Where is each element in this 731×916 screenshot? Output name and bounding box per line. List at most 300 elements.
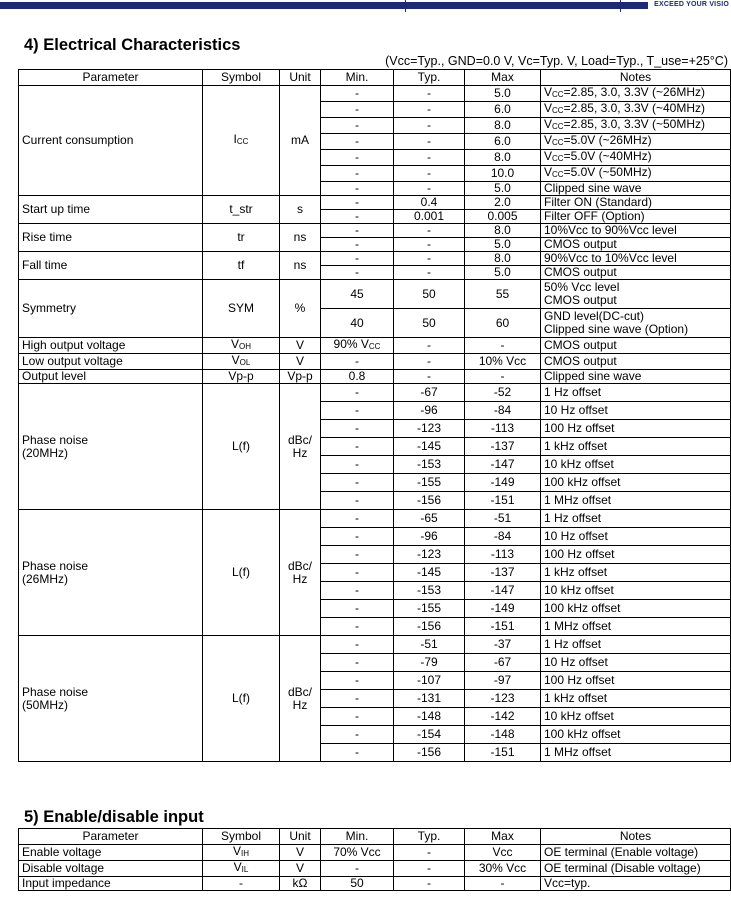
symbol-text: V bbox=[233, 860, 242, 874]
max-cell: 30% Vcc bbox=[465, 861, 541, 877]
table-row bbox=[19, 845, 731, 861]
note-cell: 1 kHz offset bbox=[541, 690, 731, 708]
phase-noise-26mhz-group bbox=[19, 510, 731, 636]
min-cell: - bbox=[321, 166, 394, 182]
max-cell: 5.0 bbox=[465, 182, 541, 196]
table-row bbox=[19, 196, 731, 210]
param-cell: Input impedance bbox=[19, 877, 203, 891]
max-cell: 5.0 bbox=[465, 238, 541, 252]
typ-cell: - bbox=[394, 845, 465, 861]
note-cell bbox=[541, 150, 731, 166]
header-divider bbox=[620, 0, 621, 12]
typ-cell: - bbox=[394, 238, 465, 252]
col-header: Typ. bbox=[394, 829, 465, 845]
note-cell bbox=[541, 134, 731, 150]
unit-cell: Vp-p bbox=[280, 370, 321, 384]
typ-cell: -123 bbox=[394, 420, 465, 438]
note-cell: 10 Hz offset bbox=[541, 654, 731, 672]
unit-cell: V bbox=[280, 845, 321, 861]
symmetry-group bbox=[19, 280, 731, 338]
phase-noise-20mhz-group bbox=[19, 384, 731, 510]
col-header: Parameter bbox=[19, 70, 203, 86]
min-cell: - bbox=[321, 744, 394, 762]
min-cell: - bbox=[321, 636, 394, 654]
symbol-cell bbox=[203, 86, 280, 196]
note-cell: Clipped sine wave bbox=[541, 370, 731, 384]
typ-cell: - bbox=[394, 354, 465, 370]
note-cell: 10 Hz offset bbox=[541, 528, 731, 546]
max-cell: -147 bbox=[465, 456, 541, 474]
unit-cell: ns bbox=[280, 252, 321, 280]
min-cell: - bbox=[321, 252, 394, 266]
symbol-text: V bbox=[231, 353, 240, 367]
max-cell: 6.0 bbox=[465, 134, 541, 150]
current-consumption-group bbox=[19, 86, 731, 196]
note-cell: 1 kHz offset bbox=[541, 564, 731, 582]
param-line: Phase noise bbox=[22, 558, 89, 573]
table-row bbox=[19, 252, 731, 266]
typ-cell: -96 bbox=[394, 402, 465, 420]
unit-cell: % bbox=[280, 280, 321, 338]
symbol-cell bbox=[203, 845, 280, 861]
typ-cell: -155 bbox=[394, 474, 465, 492]
note-cell: CMOS output bbox=[541, 238, 731, 252]
min-cell: - bbox=[321, 86, 394, 102]
note-subscript: CC bbox=[552, 138, 564, 147]
table-row bbox=[19, 86, 731, 102]
table-row bbox=[19, 354, 731, 370]
min-cell: - bbox=[321, 102, 394, 118]
min-cell: - bbox=[321, 134, 394, 150]
typ-cell: - bbox=[394, 370, 465, 384]
max-cell: 0.005 bbox=[465, 210, 541, 224]
note-cell: 10 Hz offset bbox=[541, 402, 731, 420]
table-row bbox=[19, 224, 731, 238]
max-cell: 5.0 bbox=[465, 266, 541, 280]
col-header: Symbol bbox=[203, 829, 280, 845]
min-subscript: CC bbox=[368, 342, 381, 351]
symbol-cell: Vp-p bbox=[203, 370, 280, 384]
rise-time-group bbox=[19, 224, 731, 252]
note-cell: CMOS output bbox=[541, 338, 731, 354]
max-cell: 8.0 bbox=[465, 150, 541, 166]
symbol-cell bbox=[203, 861, 280, 877]
min-cell: - bbox=[321, 266, 394, 280]
note-cell: 10 kHz offset bbox=[541, 456, 731, 474]
param-line: (50MHz) bbox=[22, 697, 69, 712]
max-cell: -67 bbox=[465, 654, 541, 672]
typ-cell: - bbox=[394, 102, 465, 118]
note-cell: 10 kHz offset bbox=[541, 708, 731, 726]
typ-cell: -145 bbox=[394, 564, 465, 582]
min-cell: - bbox=[321, 456, 394, 474]
typ-cell: -65 bbox=[394, 510, 465, 528]
test-conditions: (Vcc=Typ., GND=0.0 V, Vc=Typ. V, Load=Typ., T_use=+25°C) bbox=[385, 54, 728, 68]
max-cell: -97 bbox=[465, 672, 541, 690]
table-row bbox=[19, 384, 731, 402]
symbol-text: V bbox=[232, 844, 241, 858]
section-title-electrical: 4) Electrical Characteristics bbox=[24, 36, 241, 54]
typ-cell: - bbox=[394, 252, 465, 266]
max-cell: -113 bbox=[465, 420, 541, 438]
min-cell: - bbox=[321, 420, 394, 438]
unit-cell: V bbox=[280, 354, 321, 370]
unit-line: dBc/ bbox=[287, 684, 312, 699]
max-cell: -123 bbox=[465, 690, 541, 708]
table-header-row bbox=[19, 829, 731, 845]
typ-cell: -156 bbox=[394, 744, 465, 762]
col-header: Unit bbox=[280, 829, 321, 845]
max-cell: 5.0 bbox=[465, 86, 541, 102]
unit-cell: kΩ bbox=[280, 877, 321, 891]
unit-line: Hz bbox=[292, 697, 308, 712]
typ-cell: - bbox=[394, 166, 465, 182]
note-text: =5.0V (~40MHz) bbox=[563, 149, 652, 163]
note-text: V bbox=[544, 149, 553, 163]
typ-cell: - bbox=[394, 861, 465, 877]
min-cell: - bbox=[321, 196, 394, 210]
header-divider bbox=[405, 0, 406, 12]
min-cell: - bbox=[321, 861, 394, 877]
max-cell: -52 bbox=[465, 384, 541, 402]
table-row bbox=[19, 338, 731, 354]
note-cell: OE terminal (Enable voltage) bbox=[541, 845, 731, 861]
min-cell: - bbox=[321, 438, 394, 456]
phase-noise-50mhz-group bbox=[19, 636, 731, 762]
max-cell: 2.0 bbox=[465, 196, 541, 210]
note-cell: 90%Vcc to 10%Vcc level bbox=[541, 252, 731, 266]
unit-cell: V bbox=[280, 338, 321, 354]
typ-cell: -155 bbox=[394, 600, 465, 618]
typ-cell: -156 bbox=[394, 492, 465, 510]
note-text: =5.0V (~50MHz) bbox=[563, 165, 652, 179]
symbol-text: V bbox=[230, 337, 239, 351]
max-cell: 8.0 bbox=[465, 118, 541, 134]
max-cell: -149 bbox=[465, 474, 541, 492]
param-cell bbox=[19, 636, 203, 762]
typ-cell: - bbox=[394, 182, 465, 196]
note-text: V bbox=[544, 101, 553, 115]
symbol-cell bbox=[203, 877, 280, 891]
symbol-cell: tf bbox=[203, 252, 280, 280]
max-cell: -37 bbox=[465, 636, 541, 654]
unit-line: dBc/ bbox=[287, 432, 312, 447]
symbol-subscript: CC bbox=[236, 137, 249, 146]
max-cell: 6.0 bbox=[465, 102, 541, 118]
output-voltage-group bbox=[19, 338, 731, 384]
max-cell: 8.0 bbox=[465, 224, 541, 238]
col-header: Min. bbox=[321, 70, 394, 86]
max-cell: -147 bbox=[465, 582, 541, 600]
max-cell: - bbox=[465, 877, 541, 891]
min-cell: - bbox=[321, 402, 394, 420]
note-cell: OE terminal (Disable voltage) bbox=[541, 861, 731, 877]
max-cell: -148 bbox=[465, 726, 541, 744]
symbol-subscript: IL bbox=[241, 865, 249, 874]
col-header: Max bbox=[465, 70, 541, 86]
typ-cell: -153 bbox=[394, 456, 465, 474]
typ-cell: - bbox=[394, 224, 465, 238]
min-cell: 45 bbox=[321, 280, 394, 309]
min-cell: - bbox=[321, 708, 394, 726]
typ-cell: 50 bbox=[394, 309, 465, 338]
note-subscript: CC bbox=[552, 106, 564, 115]
unit-cell bbox=[280, 384, 321, 510]
param-cell: Rise time bbox=[19, 224, 203, 252]
symbol-cell: t_str bbox=[203, 196, 280, 224]
note-cell bbox=[541, 86, 731, 102]
typ-cell: - bbox=[394, 877, 465, 891]
symbol-cell: L(f) bbox=[203, 510, 280, 636]
param-line: (20MHz) bbox=[22, 445, 69, 460]
min-cell: - bbox=[321, 690, 394, 708]
max-cell: 60 bbox=[465, 309, 541, 338]
max-cell: -113 bbox=[465, 546, 541, 564]
param-cell: High output voltage bbox=[19, 338, 203, 354]
note-cell bbox=[541, 102, 731, 118]
note-line: GND level(DC-cut) bbox=[544, 309, 645, 323]
min-cell: - bbox=[321, 354, 394, 370]
note-cell bbox=[541, 166, 731, 182]
min-cell: - bbox=[321, 150, 394, 166]
min-cell: 50 bbox=[321, 877, 394, 891]
unit-cell: s bbox=[280, 196, 321, 224]
enable-disable-rows bbox=[19, 845, 731, 891]
note-cell: 100 Hz offset bbox=[541, 546, 731, 564]
note-subscript: CC bbox=[552, 154, 564, 163]
max-cell: -142 bbox=[465, 708, 541, 726]
note-cell bbox=[541, 280, 731, 309]
max-cell: -137 bbox=[465, 438, 541, 456]
symbol-cell: SYM bbox=[203, 280, 280, 338]
min-cell: - bbox=[321, 528, 394, 546]
typ-cell: -67 bbox=[394, 384, 465, 402]
min-cell: - bbox=[321, 210, 394, 224]
unit-line: dBc/ bbox=[287, 558, 312, 573]
param-cell: Current consumption bbox=[19, 86, 203, 196]
note-cell: 1 Hz offset bbox=[541, 636, 731, 654]
max-cell: 55 bbox=[465, 280, 541, 309]
param-line: (26MHz) bbox=[22, 571, 69, 586]
note-cell: 100 kHz offset bbox=[541, 474, 731, 492]
table-row bbox=[19, 510, 731, 528]
note-cell: Filter OFF (Option) bbox=[541, 210, 731, 224]
min-cell bbox=[321, 338, 394, 354]
min-cell: - bbox=[321, 492, 394, 510]
typ-cell: - bbox=[394, 266, 465, 280]
max-cell: 10% Vcc bbox=[465, 354, 541, 370]
col-header: Min. bbox=[321, 829, 394, 845]
note-subscript: CC bbox=[552, 90, 564, 99]
min-cell: - bbox=[321, 600, 394, 618]
typ-cell: -51 bbox=[394, 636, 465, 654]
note-cell: 10%Vcc to 90%Vcc level bbox=[541, 224, 731, 238]
col-header: Symbol bbox=[203, 70, 280, 86]
max-cell: Vcc bbox=[465, 845, 541, 861]
param-cell: Output level bbox=[19, 370, 203, 384]
min-cell: - bbox=[321, 564, 394, 582]
symbol-cell: tr bbox=[203, 224, 280, 252]
param-cell: Disable voltage bbox=[19, 861, 203, 877]
param-cell: Fall time bbox=[19, 252, 203, 280]
header-band bbox=[0, 2, 731, 9]
typ-cell: - bbox=[394, 150, 465, 166]
typ-cell: -131 bbox=[394, 690, 465, 708]
symbol-cell bbox=[203, 338, 280, 354]
symbol-cell bbox=[203, 354, 280, 370]
min-cell: - bbox=[321, 582, 394, 600]
max-cell: -151 bbox=[465, 744, 541, 762]
typ-cell: -153 bbox=[394, 582, 465, 600]
min-cell: - bbox=[321, 474, 394, 492]
note-text: =2.85, 3.0, 3.3V (~26MHz) bbox=[563, 85, 705, 99]
param-cell: Symmetry bbox=[19, 280, 203, 338]
min-cell: - bbox=[321, 182, 394, 196]
note-cell: 1 MHz offset bbox=[541, 744, 731, 762]
note-cell: CMOS output bbox=[541, 354, 731, 370]
table-row bbox=[19, 280, 731, 309]
section-title-enable-disable: 5) Enable/disable input bbox=[24, 808, 204, 826]
note-text: Clipped sine wave bbox=[544, 181, 642, 195]
min-cell: - bbox=[321, 672, 394, 690]
max-cell: -84 bbox=[465, 528, 541, 546]
param-line: Phase noise bbox=[22, 432, 89, 447]
unit-line: Hz bbox=[292, 571, 308, 586]
typ-cell: -154 bbox=[394, 726, 465, 744]
unit-cell: mA bbox=[280, 86, 321, 196]
note-cell bbox=[541, 118, 731, 134]
col-header: Max bbox=[465, 829, 541, 845]
typ-cell: - bbox=[394, 118, 465, 134]
typ-cell: -79 bbox=[394, 654, 465, 672]
col-header: Notes bbox=[541, 70, 731, 86]
typ-cell: 0.4 bbox=[394, 196, 465, 210]
typ-cell: -107 bbox=[394, 672, 465, 690]
min-cell: 70% Vcc bbox=[321, 845, 394, 861]
symbol-cell: L(f) bbox=[203, 384, 280, 510]
typ-cell: -148 bbox=[394, 708, 465, 726]
note-text: =2.85, 3.0, 3.3V (~50MHz) bbox=[563, 117, 705, 131]
note-text: V bbox=[544, 165, 553, 179]
param-cell: Low output voltage bbox=[19, 354, 203, 370]
param-cell bbox=[19, 510, 203, 636]
note-cell: 10 kHz offset bbox=[541, 582, 731, 600]
max-cell: - bbox=[465, 370, 541, 384]
min-cell: - bbox=[321, 238, 394, 252]
typ-cell: -156 bbox=[394, 618, 465, 636]
min-cell: - bbox=[321, 654, 394, 672]
param-line: Phase noise bbox=[22, 684, 89, 699]
typ-cell: - bbox=[394, 134, 465, 150]
note-text: V bbox=[544, 133, 553, 147]
unit-cell: ns bbox=[280, 224, 321, 252]
col-header: Unit bbox=[280, 70, 321, 86]
param-cell bbox=[19, 384, 203, 510]
fall-time-group bbox=[19, 252, 731, 280]
unit-cell bbox=[280, 510, 321, 636]
max-cell: -84 bbox=[465, 402, 541, 420]
max-cell: -151 bbox=[465, 618, 541, 636]
note-line: CMOS output bbox=[544, 293, 617, 307]
note-cell: Vcc=typ. bbox=[541, 877, 731, 891]
note-cell: 1 kHz offset bbox=[541, 438, 731, 456]
min-cell: - bbox=[321, 618, 394, 636]
symbol-cell: L(f) bbox=[203, 636, 280, 762]
max-cell: - bbox=[465, 338, 541, 354]
note-subscript: CC bbox=[552, 122, 564, 131]
note-cell: 1 Hz offset bbox=[541, 510, 731, 528]
min-cell: - bbox=[321, 224, 394, 238]
note-subscript: CC bbox=[552, 170, 564, 179]
note-cell: 1 MHz offset bbox=[541, 618, 731, 636]
min-cell: - bbox=[321, 118, 394, 134]
note-text: =5.0V (~26MHz) bbox=[563, 133, 652, 147]
unit-cell bbox=[280, 636, 321, 762]
symbol-text: I bbox=[233, 132, 237, 146]
note-cell: 100 Hz offset bbox=[541, 420, 731, 438]
table-row bbox=[19, 877, 731, 891]
unit-cell: V bbox=[280, 861, 321, 877]
max-cell: 10.0 bbox=[465, 166, 541, 182]
typ-cell: - bbox=[394, 338, 465, 354]
note-text: V bbox=[544, 117, 553, 131]
min-cell: 0.8 bbox=[321, 370, 394, 384]
typ-cell: -123 bbox=[394, 546, 465, 564]
param-cell: Enable voltage bbox=[19, 845, 203, 861]
min-cell: - bbox=[321, 726, 394, 744]
max-cell: -51 bbox=[465, 510, 541, 528]
max-cell: -137 bbox=[465, 564, 541, 582]
symbol-text: - bbox=[239, 876, 243, 890]
note-cell: 1 Hz offset bbox=[541, 384, 731, 402]
note-line: Clipped sine wave (Option) bbox=[544, 322, 689, 336]
note-line: 50% Vcc level bbox=[544, 280, 620, 294]
typ-cell: - bbox=[394, 86, 465, 102]
col-header: Notes bbox=[541, 829, 731, 845]
typ-cell: -96 bbox=[394, 528, 465, 546]
table-row bbox=[19, 370, 731, 384]
header-bar bbox=[0, 0, 731, 14]
header-tagline: EXCEED YOUR VISIO bbox=[648, 0, 731, 9]
max-cell: 8.0 bbox=[465, 252, 541, 266]
typ-cell: -145 bbox=[394, 438, 465, 456]
note-cell bbox=[541, 309, 731, 338]
symbol-subscript: IH bbox=[241, 849, 249, 858]
col-header: Typ. bbox=[394, 70, 465, 86]
note-cell: Filter ON (Standard) bbox=[541, 196, 731, 210]
min-cell: - bbox=[321, 510, 394, 528]
max-cell: -151 bbox=[465, 492, 541, 510]
note-cell: CMOS output bbox=[541, 266, 731, 280]
typ-cell: 0.001 bbox=[394, 210, 465, 224]
note-cell: 100 kHz offset bbox=[541, 600, 731, 618]
min-cell: - bbox=[321, 384, 394, 402]
col-header: Parameter bbox=[19, 829, 203, 845]
symbol-subscript: OH bbox=[239, 342, 251, 351]
min-text: 90% V bbox=[333, 337, 369, 351]
table-header-row bbox=[19, 70, 731, 86]
note-text: =2.85, 3.0, 3.3V (~40MHz) bbox=[563, 101, 705, 115]
unit-line: Hz bbox=[292, 445, 308, 460]
table-row bbox=[19, 861, 731, 877]
enable-disable-table bbox=[18, 828, 731, 891]
max-cell: -149 bbox=[465, 600, 541, 618]
electrical-characteristics-table bbox=[18, 69, 731, 762]
symbol-subscript: OL bbox=[239, 358, 251, 367]
min-cell: - bbox=[321, 546, 394, 564]
note-cell: 100 Hz offset bbox=[541, 672, 731, 690]
note-cell: 1 MHz offset bbox=[541, 492, 731, 510]
